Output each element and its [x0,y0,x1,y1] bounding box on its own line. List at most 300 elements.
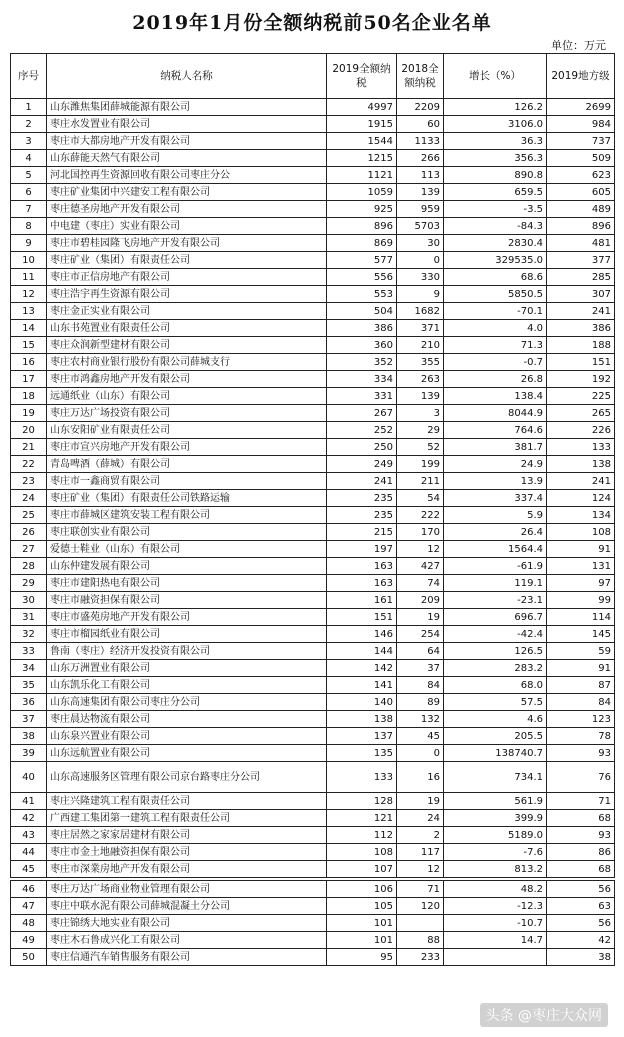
row-2019-tax: 141 [327,677,397,694]
row-2018-tax: 959 [397,201,444,218]
table-row [11,745,615,762]
row-2019-local: 509 [547,150,615,167]
row-2018-tax: 2 [397,827,444,844]
header-growth: 增长（%） [444,54,547,99]
row-growth: -23.1 [444,592,547,609]
table-row [11,898,615,915]
table-row [11,150,615,167]
row-2018-tax: 355 [397,354,444,371]
row-growth: 4.0 [444,320,547,337]
tax-ranking-table [10,53,615,966]
table-row [11,524,615,541]
watermark: 头条 @枣庄大众网 [480,1003,608,1027]
row-growth: 764.6 [444,422,547,439]
row-seq: 10 [11,252,47,269]
row-2018-tax: 16 [397,762,444,793]
row-2019-tax: 250 [327,439,397,456]
row-2018-tax: 199 [397,456,444,473]
header-2018-tax: 2018全额纳税 [397,54,444,99]
table-row [11,827,615,844]
row-2019-local: 42 [547,932,615,949]
row-2019-tax: 4997 [327,99,397,116]
row-growth: -0.7 [444,354,547,371]
row-company-name: 枣庄市碧桂园隆飞房地产开发有限公司 [47,235,327,252]
row-2018-tax: 60 [397,116,444,133]
row-2018-tax: 427 [397,558,444,575]
row-2019-local: 76 [547,762,615,793]
table-row [11,184,615,201]
row-2019-local: 93 [547,827,615,844]
row-2019-local: 71 [547,793,615,810]
row-2018-tax: 5703 [397,218,444,235]
row-company-name: 枣庄市正信房地产有限公司 [47,269,327,286]
row-2018-tax: 113 [397,167,444,184]
row-company-name: 山东高速服务区管理有限公司京台路枣庄分公司 [47,762,327,793]
row-growth: 5850.5 [444,286,547,303]
row-2019-tax: 386 [327,320,397,337]
row-growth: 138.4 [444,388,547,405]
row-2019-local: 134 [547,507,615,524]
table-row [11,490,615,507]
table-row [11,626,615,643]
row-seq: 45 [11,861,47,878]
row-2019-tax: 112 [327,827,397,844]
row-company-name: 枣庄浩宇再生资源有限公司 [47,286,327,303]
row-seq: 38 [11,728,47,745]
row-2018-tax: 74 [397,575,444,592]
table-row [11,932,615,949]
row-seq: 32 [11,626,47,643]
row-company-name: 中电建（枣庄）实业有限公司 [47,218,327,235]
table-row [11,388,615,405]
row-company-name: 枣庄万达广场商业物业管理有限公司 [47,881,327,898]
row-company-name: 枣庄市盛苑房地产开发有限公司 [47,609,327,626]
row-2019-local: 86 [547,844,615,861]
row-growth: -7.6 [444,844,547,861]
row-company-name: 枣庄联创实业有限公司 [47,524,327,541]
row-seq: 50 [11,949,47,966]
row-company-name: 枣庄众润新型建材有限公司 [47,337,327,354]
row-2018-tax: 2209 [397,99,444,116]
row-2019-tax: 161 [327,592,397,609]
row-2019-local: 285 [547,269,615,286]
row-growth: 4.6 [444,711,547,728]
row-2019-local: 605 [547,184,615,201]
row-growth: 71.3 [444,337,547,354]
row-2019-tax: 252 [327,422,397,439]
row-growth: 356.3 [444,150,547,167]
row-growth: 68.0 [444,677,547,694]
row-seq: 2 [11,116,47,133]
row-seq: 33 [11,643,47,660]
row-2018-tax: 37 [397,660,444,677]
row-2019-tax: 1544 [327,133,397,150]
row-growth: 1564.4 [444,541,547,558]
row-2019-tax: 925 [327,201,397,218]
row-2019-local: 56 [547,881,615,898]
row-growth: 2830.4 [444,235,547,252]
row-2019-tax: 235 [327,490,397,507]
row-2018-tax: 254 [397,626,444,643]
row-2018-tax: 210 [397,337,444,354]
row-seq: 18 [11,388,47,405]
row-growth: 283.2 [444,660,547,677]
row-2018-tax: 0 [397,745,444,762]
row-seq: 6 [11,184,47,201]
row-growth: 26.4 [444,524,547,541]
row-2019-tax: 235 [327,507,397,524]
row-company-name: 枣庄居然之家家居建材有限公司 [47,827,327,844]
row-seq: 22 [11,456,47,473]
row-2019-local: 124 [547,490,615,507]
row-2019-tax: 146 [327,626,397,643]
table-row [11,456,615,473]
row-growth: 138740.7 [444,745,547,762]
row-2019-local: 265 [547,405,615,422]
row-2019-local: 489 [547,201,615,218]
row-seq: 25 [11,507,47,524]
row-seq: 39 [11,745,47,762]
row-2018-tax: 9 [397,286,444,303]
table-body [11,99,615,966]
row-2019-tax: 197 [327,541,397,558]
row-2018-tax: 211 [397,473,444,490]
row-seq: 30 [11,592,47,609]
row-2018-tax: 89 [397,694,444,711]
row-company-name: 枣庄农村商业银行股份有限公司薛城支行 [47,354,327,371]
row-2019-tax: 1915 [327,116,397,133]
row-2019-tax: 144 [327,643,397,660]
row-company-name: 广西建工集团第一建筑工程有限责任公司 [47,810,327,827]
row-company-name: 青岛啤酒（薛城）有限公司 [47,456,327,473]
row-seq: 47 [11,898,47,915]
row-2019-tax: 1121 [327,167,397,184]
row-2019-tax: 95 [327,949,397,966]
row-2019-local: 377 [547,252,615,269]
row-2019-tax: 360 [327,337,397,354]
row-2019-local: 123 [547,711,615,728]
table-row [11,269,615,286]
row-company-name: 枣庄市深業房地产开发有限公司 [47,861,327,878]
row-2019-tax: 331 [327,388,397,405]
row-2019-local: 114 [547,609,615,626]
row-growth: -12.3 [444,898,547,915]
row-seq: 14 [11,320,47,337]
row-seq: 8 [11,218,47,235]
row-2019-tax: 108 [327,844,397,861]
row-2018-tax: 45 [397,728,444,745]
row-2019-tax: 105 [327,898,397,915]
row-seq: 34 [11,660,47,677]
row-company-name: 枣庄矿业集团中兴建安工程有限公司 [47,184,327,201]
row-company-name: 枣庄市榴园纸业有限公司 [47,626,327,643]
row-company-name: 枣庄德圣房地产开发有限公司 [47,201,327,218]
row-2019-tax: 163 [327,558,397,575]
unit-label: 单位：万元 [551,39,606,52]
row-growth: 813.2 [444,861,547,878]
table-row [11,861,615,878]
row-company-name: 枣庄市大都房地产开发有限公司 [47,133,327,150]
table-row [11,915,615,932]
table-row [11,286,615,303]
row-company-name: 枣庄兴隆建筑工程有限责任公司 [47,793,327,810]
table-row [11,303,615,320]
row-company-name: 枣庄中联水泥有限公司薛城混凝土分公司 [47,898,327,915]
row-company-name: 枣庄金正实业有限公司 [47,303,327,320]
row-company-name: 山东凯乐化工有限公司 [47,677,327,694]
row-seq: 4 [11,150,47,167]
row-growth: 337.4 [444,490,547,507]
table-row [11,167,615,184]
table-row [11,473,615,490]
row-growth: 126.5 [444,643,547,660]
row-2019-tax: 106 [327,881,397,898]
row-company-name: 枣庄水发置业有限公司 [47,116,327,133]
row-2019-local: 481 [547,235,615,252]
table-row [11,201,615,218]
table-row [11,609,615,626]
row-2018-tax: 263 [397,371,444,388]
row-company-name: 枣庄锦绣大地实业有限公司 [47,915,327,932]
row-seq: 49 [11,932,47,949]
row-2019-local: 93 [547,745,615,762]
row-seq: 16 [11,354,47,371]
row-2019-local: 56 [547,915,615,932]
row-2019-local: 63 [547,898,615,915]
row-2019-tax: 128 [327,793,397,810]
table-row [11,762,615,793]
row-2019-tax: 101 [327,915,397,932]
row-2019-local: 108 [547,524,615,541]
row-seq: 13 [11,303,47,320]
row-seq: 12 [11,286,47,303]
row-company-name: 山东安阳矿业有限责任公司 [47,422,327,439]
row-2019-tax: 241 [327,473,397,490]
table-row [11,99,615,116]
row-seq: 1 [11,99,47,116]
row-2019-tax: 1215 [327,150,397,167]
table-row [11,810,615,827]
row-2018-tax: 12 [397,861,444,878]
row-company-name: 枣庄晨达物流有限公司 [47,711,327,728]
row-2019-local: 737 [547,133,615,150]
row-company-name: 枣庄市宣兴房地产开发有限公司 [47,439,327,456]
row-2019-tax: 133 [327,762,397,793]
table-row [11,320,615,337]
row-company-name: 山东潍焦集团薛城能源有限公司 [47,99,327,116]
row-2019-local: 68 [547,810,615,827]
row-seq: 15 [11,337,47,354]
row-2019-local: 2699 [547,99,615,116]
row-2018-tax: 371 [397,320,444,337]
row-2018-tax: 84 [397,677,444,694]
row-2018-tax: 117 [397,844,444,861]
row-2019-local: 99 [547,592,615,609]
row-seq: 29 [11,575,47,592]
row-company-name: 山东仲建发展有限公司 [47,558,327,575]
row-growth: -42.4 [444,626,547,643]
row-company-name: 枣庄市融资担保有限公司 [47,592,327,609]
row-2018-tax: 139 [397,388,444,405]
row-company-name: 河北国控再生资源回收有限公司枣庄分公 [47,167,327,184]
header-seq: 序号 [11,54,47,99]
row-2019-local: 68 [547,861,615,878]
table-row [11,643,615,660]
row-2019-tax: 138 [327,711,397,728]
row-growth: 68.6 [444,269,547,286]
row-seq: 41 [11,793,47,810]
row-growth: 48.2 [444,881,547,898]
row-growth: 561.9 [444,793,547,810]
row-2018-tax: 12 [397,541,444,558]
row-2019-local: 87 [547,677,615,694]
row-seq: 28 [11,558,47,575]
row-seq: 48 [11,915,47,932]
row-2019-local: 91 [547,660,615,677]
row-2018-tax: 139 [397,184,444,201]
row-2019-tax: 140 [327,694,397,711]
table-row [11,439,615,456]
row-2019-tax: 504 [327,303,397,320]
row-company-name: 爱德士鞋业（山东）有限公司 [47,541,327,558]
row-growth: 5189.0 [444,827,547,844]
row-company-name: 远通纸业（山东）有限公司 [47,388,327,405]
row-2018-tax: 19 [397,609,444,626]
row-2018-tax: 29 [397,422,444,439]
row-growth: 659.5 [444,184,547,201]
row-2019-tax: 215 [327,524,397,541]
row-seq: 42 [11,810,47,827]
row-growth: 26.8 [444,371,547,388]
row-2018-tax: 1133 [397,133,444,150]
row-2018-tax: 330 [397,269,444,286]
row-2019-local: 226 [547,422,615,439]
row-growth: 205.5 [444,728,547,745]
row-2019-local: 138 [547,456,615,473]
row-2018-tax: 64 [397,643,444,660]
table-row [11,422,615,439]
row-2018-tax: 170 [397,524,444,541]
row-growth: 381.7 [444,439,547,456]
row-2019-local: 386 [547,320,615,337]
row-growth: 13.9 [444,473,547,490]
row-company-name: 枣庄万达广场投资有限公司 [47,405,327,422]
row-2019-local: 241 [547,303,615,320]
row-seq: 43 [11,827,47,844]
row-growth: 3106.0 [444,116,547,133]
row-2019-tax: 249 [327,456,397,473]
row-seq: 17 [11,371,47,388]
table-row [11,133,615,150]
row-2019-tax: 896 [327,218,397,235]
row-2019-local: 896 [547,218,615,235]
row-seq: 19 [11,405,47,422]
table-row [11,541,615,558]
row-2018-tax: 266 [397,150,444,167]
row-company-name: 枣庄市薛城区建筑安装工程有限公司 [47,507,327,524]
row-2019-tax: 577 [327,252,397,269]
row-2019-tax: 107 [327,861,397,878]
table-row [11,711,615,728]
row-company-name: 枣庄木石鲁成兴化工有限公司 [47,932,327,949]
page-title: 2019年1月份全额纳税前50名企业名单 [132,12,492,34]
row-growth: 57.5 [444,694,547,711]
row-2019-local: 78 [547,728,615,745]
row-growth: 119.1 [444,575,547,592]
row-growth: 734.1 [444,762,547,793]
row-2019-local: 91 [547,541,615,558]
row-seq: 27 [11,541,47,558]
table-row [11,354,615,371]
row-company-name: 枣庄市鸿鑫房地产开发有限公司 [47,371,327,388]
row-company-name: 枣庄市一鑫商贸有限公司 [47,473,327,490]
table-row [11,235,615,252]
header-2019-local: 2019地方级 [547,54,615,99]
row-2019-local: 97 [547,575,615,592]
row-2019-local: 307 [547,286,615,303]
table-row [11,660,615,677]
table-header-row [11,54,615,99]
row-2018-tax: 1682 [397,303,444,320]
row-growth: -61.9 [444,558,547,575]
row-2018-tax: 52 [397,439,444,456]
row-seq: 37 [11,711,47,728]
row-2019-tax: 151 [327,609,397,626]
table-row [11,694,615,711]
row-seq: 40 [11,762,47,793]
row-seq: 5 [11,167,47,184]
table-row [11,949,615,966]
row-growth: 24.9 [444,456,547,473]
row-2019-local: 225 [547,388,615,405]
row-growth: -10.7 [444,915,547,932]
row-seq: 35 [11,677,47,694]
table-row [11,337,615,354]
row-2019-tax: 1059 [327,184,397,201]
row-2018-tax: 233 [397,949,444,966]
row-2019-tax: 556 [327,269,397,286]
row-2019-tax: 137 [327,728,397,745]
row-2018-tax: 30 [397,235,444,252]
table-row [11,371,615,388]
row-2019-tax: 553 [327,286,397,303]
row-2019-tax: 135 [327,745,397,762]
row-2018-tax: 132 [397,711,444,728]
row-seq: 24 [11,490,47,507]
row-seq: 9 [11,235,47,252]
row-2019-tax: 869 [327,235,397,252]
row-2019-local: 131 [547,558,615,575]
header-2019-tax: 2019全额纳税 [327,54,397,99]
row-seq: 3 [11,133,47,150]
row-company-name: 山东薛能天然气有限公司 [47,150,327,167]
table-row [11,507,615,524]
table-row [11,218,615,235]
row-2019-tax: 121 [327,810,397,827]
row-2018-tax: 71 [397,881,444,898]
row-company-name: 鲁南（枣庄）经济开发投资有限公司 [47,643,327,660]
row-company-name: 枣庄信通汽车销售服务有限公司 [47,949,327,966]
row-seq: 21 [11,439,47,456]
row-growth [444,949,547,966]
row-2018-tax: 0 [397,252,444,269]
row-2019-local: 192 [547,371,615,388]
row-2019-local: 623 [547,167,615,184]
row-seq: 20 [11,422,47,439]
table-row [11,793,615,810]
row-company-name: 山东泉兴置业有限公司 [47,728,327,745]
row-2019-tax: 352 [327,354,397,371]
